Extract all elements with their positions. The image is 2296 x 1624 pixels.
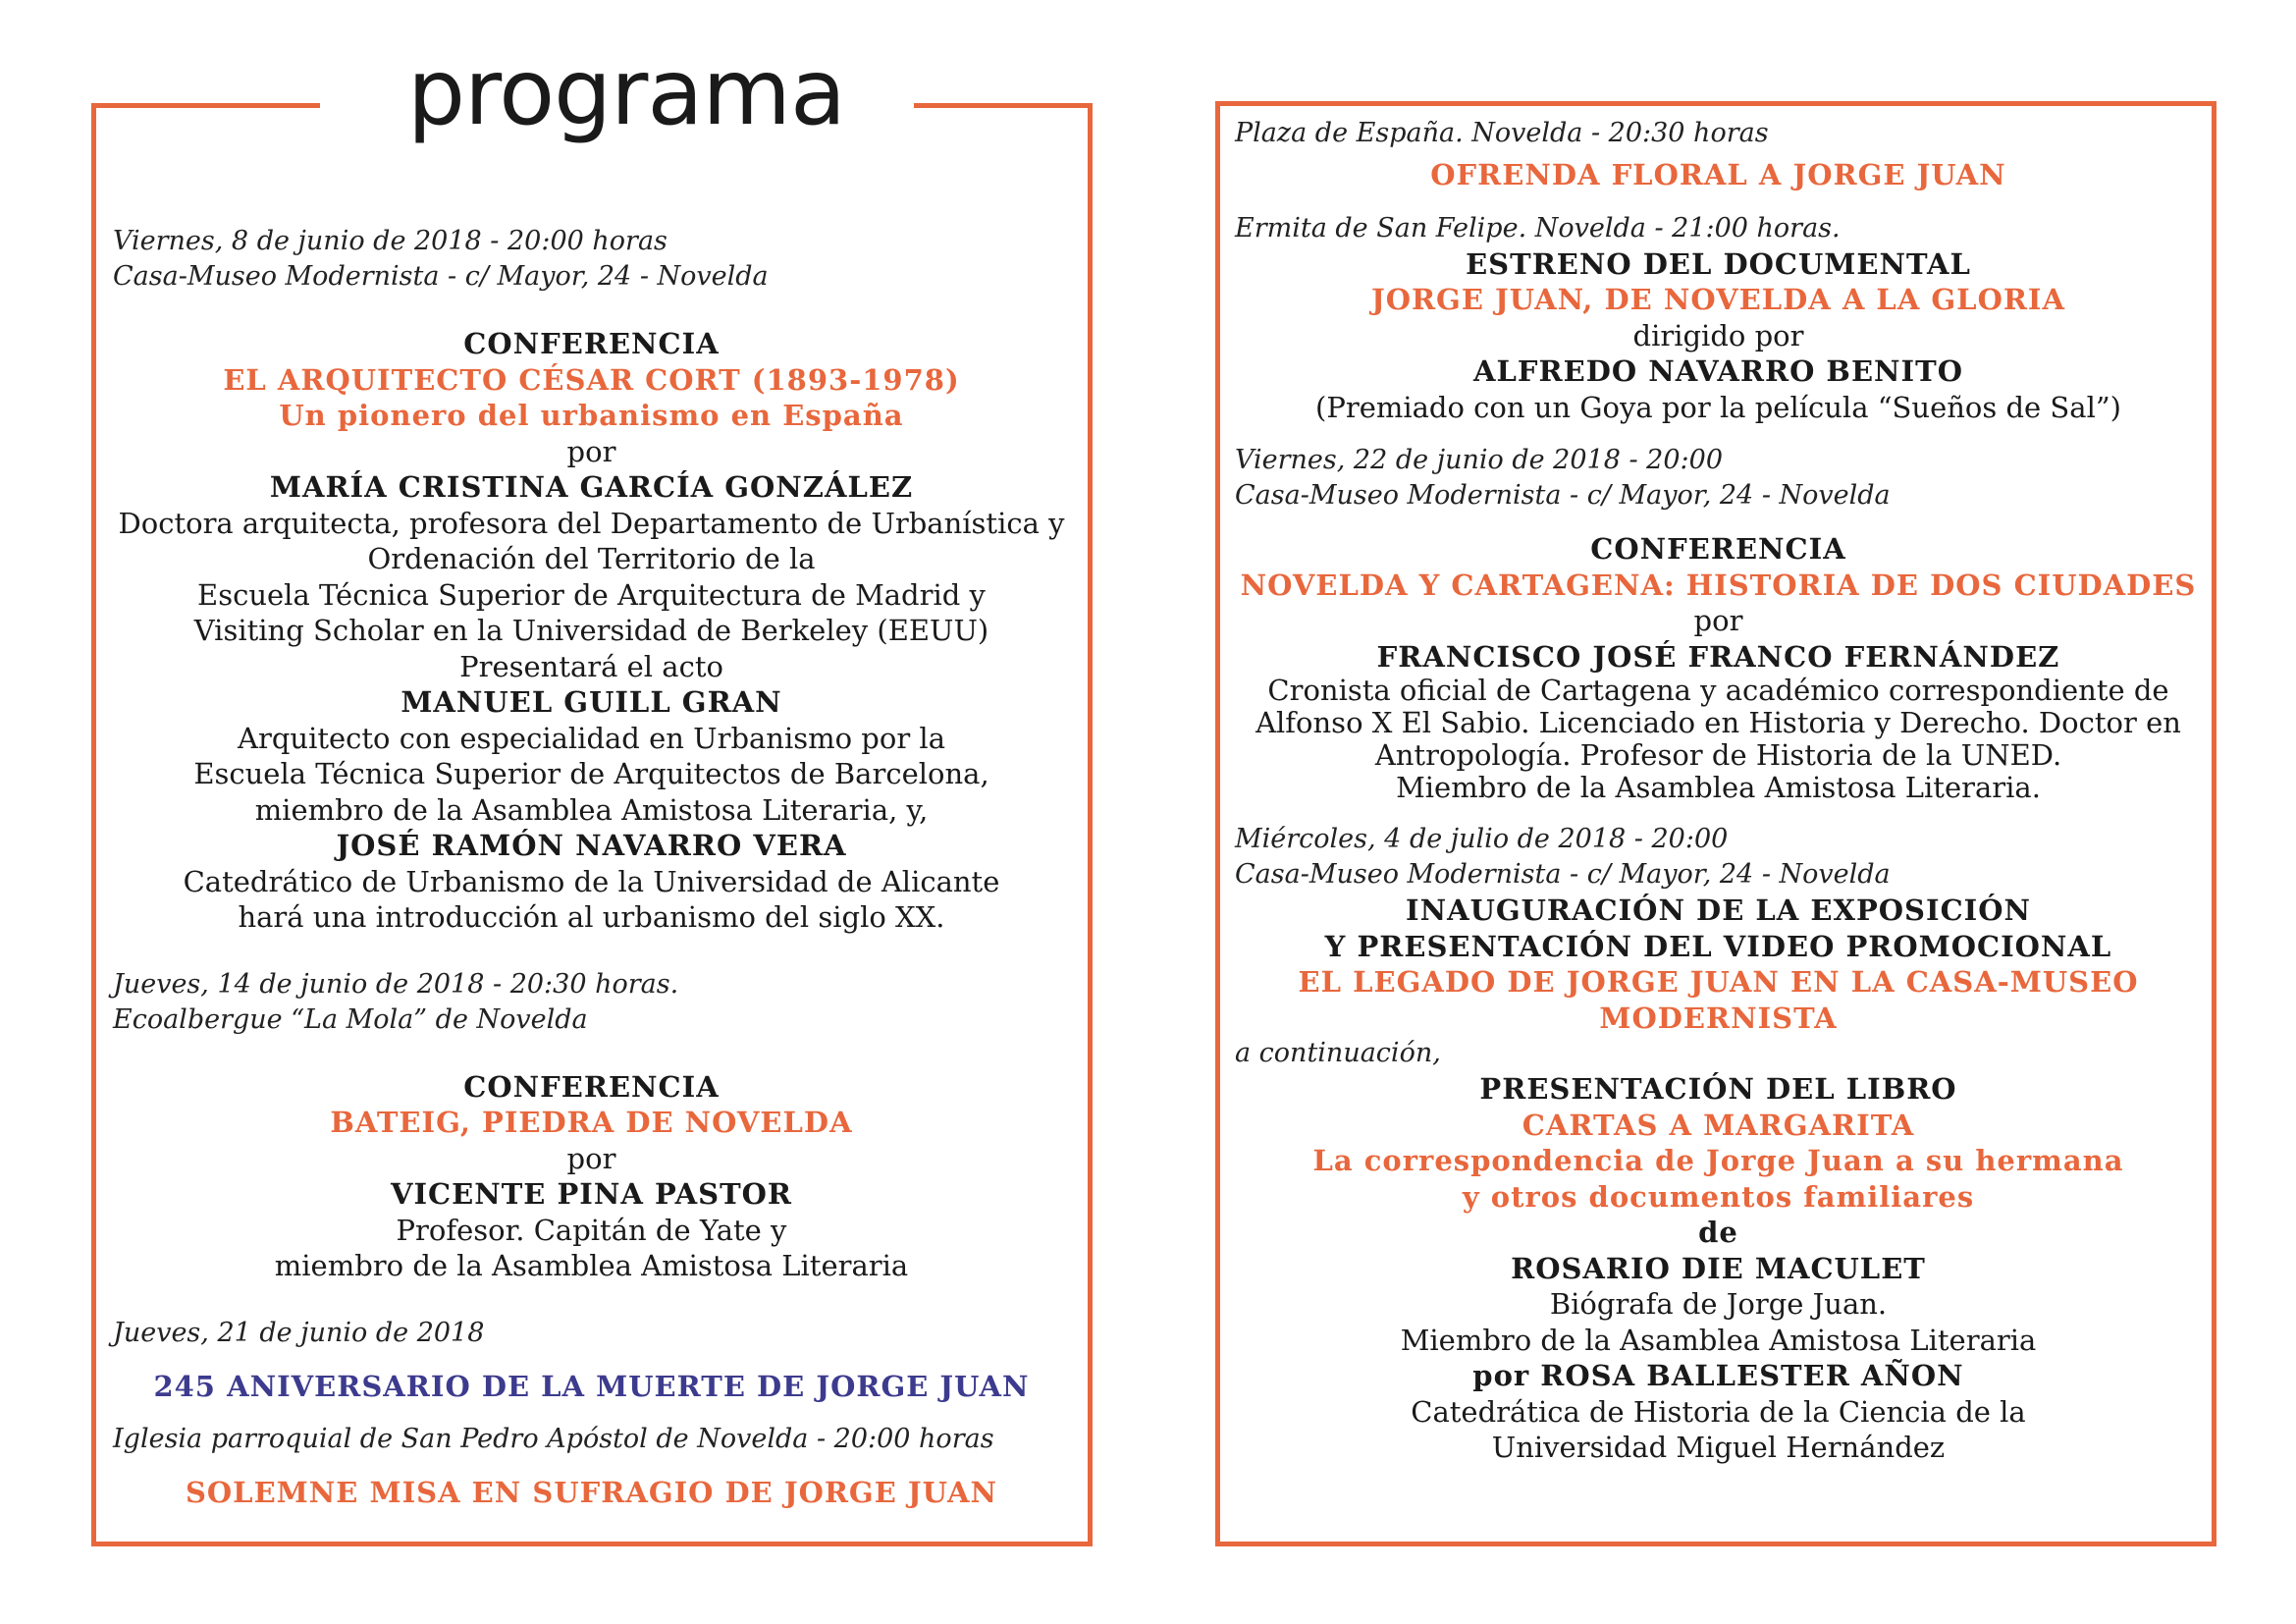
event-cesar-cort xyxy=(113,224,1070,936)
event-type: INAUGURACIÓN DE LA EXPOSICIÓN xyxy=(1406,893,2031,927)
event-heading: EL LEGADO DE JORGE JUAN EN LA CASA-MUSEO xyxy=(1298,965,2139,999)
por-text: por xyxy=(566,1141,616,1175)
book-subtitle: y otros documentos familiares xyxy=(1462,1179,1975,1214)
introducer-bio-line: Catedrático de Urbanismo de la Universidad de Alicante xyxy=(183,864,1000,898)
presenter-name: MANUEL GUILL GRAN xyxy=(400,685,782,719)
speaker-bio-line: Visiting Scholar en la Universidad de Berkeley (EEUU) xyxy=(193,614,989,647)
de-text: de xyxy=(1698,1216,1738,1249)
event-mass: SOLEMNE MISA EN SUFRAGIO DE JORGE JUAN xyxy=(185,1476,998,1509)
speaker-bio-line: Doctora arquitecta, profesora del Departamento de Urbanística y xyxy=(118,506,1065,540)
book-subtitle: La correspondencia de Jorge Juan a su hermana xyxy=(1312,1144,2124,1177)
event-bateig xyxy=(113,967,1070,1284)
left-frame-top-segment xyxy=(914,103,1093,108)
event-exposicion xyxy=(1235,822,2202,1466)
event-place: Casa-Museo Modernista - c/ Mayor, 24 - Novelda xyxy=(1235,859,1891,890)
event-heading: NOVELDA Y CARTAGENA: HISTORIA DE DOS CIUDADES xyxy=(1240,568,2197,602)
event-heading: 245 ANIVERSARIO DE LA MUERTE DE JORGE JUAN xyxy=(153,1369,1030,1403)
award-note: (Premiado con un Goya por la película “Sueños de Sal”) xyxy=(1315,390,2121,424)
page-title: programa xyxy=(407,39,845,145)
continuation-text: a continuación, xyxy=(1235,1038,1441,1068)
author-bio-line: Biógrafa de Jorge Juan. xyxy=(1549,1287,1888,1321)
speaker-bio-line: Profesor. Capitán de Yate y xyxy=(396,1213,787,1247)
speaker-bio-line: Alfonso X El Sabio. Licenciado en Historia y Derecho. Doctor en xyxy=(1255,706,2181,739)
event-type: ESTRENO DEL DOCUMENTAL xyxy=(1466,246,1971,281)
event-subheading: Un pionero del urbanismo en España xyxy=(279,399,904,432)
book-title: CARTAS A MARGARITA xyxy=(1522,1108,1915,1142)
author-bio-line: Miembro de la Asamblea Amistosa Literaria xyxy=(1400,1323,2037,1357)
event-documental xyxy=(1235,211,2202,426)
speaker-bio-line: Cronista oficial de Cartagena y académico correspondiente de xyxy=(1267,674,2169,707)
presenter-bio-line: Universidad Miguel Hernández xyxy=(1491,1431,1946,1464)
speaker-bio-line: Miembro de la Asamblea Amistosa Literaria. xyxy=(1396,771,2041,804)
introducer-bio-line: hará una introducción al urbanismo del siglo XX. xyxy=(238,900,945,934)
right-column xyxy=(1235,116,2202,1466)
event-date: Miércoles, 4 de julio de 2018 - 20:00 xyxy=(1235,824,1729,854)
presenter-bio-line: Catedrática de Historia de la Ciencia de la xyxy=(1411,1394,2026,1429)
event-heading: OFRENDA FLORAL A JORGE JUAN xyxy=(1430,158,2006,191)
event-place: Plaza de España. Novelda - 20:30 horas xyxy=(1235,118,1769,148)
book-type: PRESENTACIÓN DEL LIBRO xyxy=(1479,1072,1957,1106)
presenter-name: por ROSA BALLESTER AÑON xyxy=(1472,1359,1964,1392)
left-column xyxy=(113,224,1070,1511)
event-date: Jueves, 14 de junio de 2018 - 20:30 horas. xyxy=(113,968,679,1000)
left-frame-top-segment xyxy=(91,103,320,108)
event-place: Ecoalbergue “La Mola” de Novelda xyxy=(113,1003,588,1035)
event-ofrenda xyxy=(1235,116,2202,193)
presenter-intro: Presentará el acto xyxy=(459,649,723,683)
speaker-name: FRANCISCO JOSÉ FRANCO FERNÁNDEZ xyxy=(1376,639,2060,674)
introducer-name: JOSÉ RAMÓN NAVARRO VERA xyxy=(336,829,847,862)
speaker-name: VICENTE PINA PASTOR xyxy=(390,1177,793,1211)
event-place: Casa-Museo Modernista - c/ Mayor, 24 - Novelda xyxy=(113,261,769,292)
event-place: Iglesia parroquial de San Pedro Apóstol de Novelda - 20:00 horas xyxy=(113,1424,994,1454)
speaker-bio-line: Ordenación del Territorio de la xyxy=(367,542,816,575)
event-cartagena xyxy=(1235,443,2202,804)
speaker-bio-line: Antropología. Profesor de Historia de la UNED. xyxy=(1374,738,2062,772)
event-heading: EL ARQUITECTO CÉSAR CORT (1893-1978) xyxy=(223,362,960,397)
event-date: Viernes, 8 de junio de 2018 - 20:00 horas xyxy=(113,226,667,256)
event-heading: JORGE JUAN, DE NOVELDA A LA GLORIA xyxy=(1370,283,2066,316)
event-type: CONFERENCIA xyxy=(463,327,720,360)
event-heading: MODERNISTA xyxy=(1599,1001,1838,1035)
speaker-name: MARÍA CRISTINA GARCÍA GONZÁLEZ xyxy=(269,470,914,504)
event-aniversario xyxy=(113,1316,1070,1511)
por-text: por xyxy=(566,434,616,468)
director-name: ALFREDO NAVARRO BENITO xyxy=(1473,354,1963,388)
presenter-bio-line: Escuela Técnica Superior de Arquitectos de Barcelona, xyxy=(193,757,989,790)
event-date: Viernes, 22 de junio de 2018 - 20:00 xyxy=(1235,445,1723,475)
event-date: Jueves, 21 de junio de 2018 xyxy=(113,1317,485,1348)
presenter-bio-line: Arquitecto con especialidad en Urbanismo por la xyxy=(238,721,945,755)
author-name: ROSARIO DIE MACULET xyxy=(1511,1251,1926,1285)
event-type: CONFERENCIA xyxy=(463,1069,720,1104)
speaker-bio-line: Escuela Técnica Superior de Arquitectura de Madrid y xyxy=(197,577,986,612)
directed-text: dirigido por xyxy=(1632,318,1804,352)
event-place: Casa-Museo Modernista - c/ Mayor, 24 - Novelda xyxy=(1235,480,1891,511)
por-text: por xyxy=(1693,604,1743,637)
event-heading: BATEIG, PIEDRA DE NOVELDA xyxy=(330,1106,853,1139)
event-place: Ermita de San Felipe. Novelda - 21:00 horas. xyxy=(1235,212,1841,244)
presenter-bio-line: miembro de la Asamblea Amistosa Literaria, y, xyxy=(254,792,929,827)
event-type: CONFERENCIA xyxy=(1590,532,1846,566)
speaker-bio-line: miembro de la Asamblea Amistosa Literaria xyxy=(274,1249,909,1282)
event-type: Y PRESENTACIÓN DEL VIDEO PROMOCIONAL xyxy=(1324,929,2112,963)
